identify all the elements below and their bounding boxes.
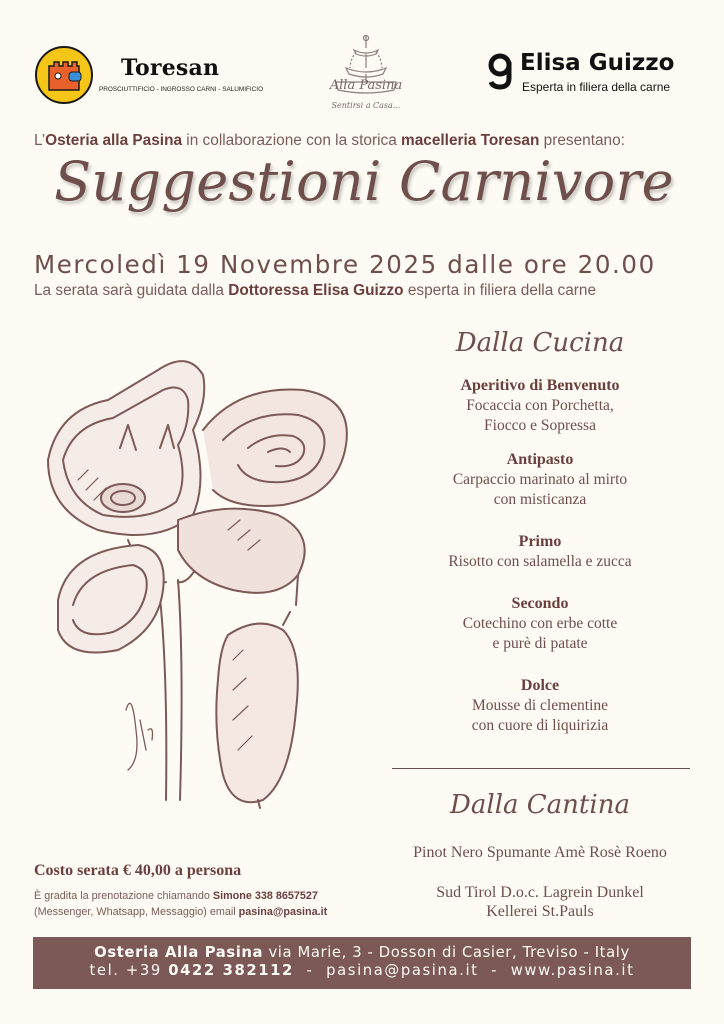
course-dish: Fiocco e Sopressa xyxy=(484,417,596,434)
course-dish: Cotechino con erbe cotte xyxy=(462,615,618,632)
course-dish: Risotto con salamella e zucca xyxy=(448,553,632,570)
course-name: Secondo xyxy=(511,595,569,612)
event-date: Mercoledì 19 Novembre 2025 dalle ore 20.00 xyxy=(34,250,656,279)
course-antipasto xyxy=(390,450,690,510)
course-name: Aperitivo di Benvenuto xyxy=(460,377,620,394)
course-dish: e purè di patate xyxy=(492,635,588,652)
course-secondo xyxy=(390,594,690,654)
cucina-heading: Dalla Cucina xyxy=(455,328,625,358)
toresan-name: Toresan xyxy=(121,55,220,81)
footer-address: Osteria Alla Pasina via Marie, 3 - Dosson di Casier, Treviso - Italy xyxy=(94,944,630,961)
footer-phone: 0422 382112 xyxy=(168,962,294,979)
booking-contact: Simone 338 8657527 xyxy=(212,890,318,902)
guizzo-g-logo-icon xyxy=(485,52,515,90)
pasina-logo-motto: Sentirsi a Casa... xyxy=(331,101,401,110)
course-dolce xyxy=(390,676,690,736)
course-dish: con cuore di liquirizia xyxy=(471,717,609,734)
guide-name: Dottoressa Elisa Guizzo xyxy=(228,282,404,299)
pasina-logo-name: Alla Pasina xyxy=(329,78,403,93)
menu-cantina xyxy=(390,790,690,820)
event-price: Costo serata € 40,00 a persona xyxy=(34,862,242,879)
course-name: Antipasto xyxy=(506,451,574,468)
course-name: Primo xyxy=(518,533,562,550)
wine-item: Pinot Nero Spumante Amè Rosè Roeno xyxy=(413,844,667,861)
guide-text: La serata sarà guidata dalla Dottoressa Elisa Guizzo esperta in filiera della carne xyxy=(34,282,597,299)
wine-producer: Kellerei St.Pauls xyxy=(486,903,594,920)
menu-cucina xyxy=(390,328,690,736)
menu-divider xyxy=(392,768,690,769)
course-dish: con misticanza xyxy=(493,491,587,508)
guizzo-subtitle: Esperta in filiera della carne xyxy=(522,80,671,94)
macelleria-name: macelleria Toresan xyxy=(401,132,540,149)
footer-venue-name: Osteria Alla Pasina xyxy=(94,944,264,961)
event-title: Suggestioni Carnivore xyxy=(54,150,674,213)
cured-meats-illustration xyxy=(28,330,368,810)
course-dish: Mousse di clementine xyxy=(471,697,609,714)
course-name: Dolce xyxy=(520,677,560,694)
booking-email: pasina@pasina.it xyxy=(238,906,328,918)
intro-text: L’Osteria alla Pasina in collaborazione con la storica macelleria Toresan presentano: xyxy=(34,132,625,149)
guizzo-name: Elisa Guizzo xyxy=(520,50,675,76)
wine-item: Sud Tirol D.o.c. Lagrein Dunkel xyxy=(436,884,644,901)
footer-contacts: tel. +39 0422 382112 - pasina@pasina.it - www.pasina.it xyxy=(89,962,635,979)
course-primo xyxy=(390,532,690,572)
toresan-logo-icon xyxy=(35,46,93,104)
course-aperitivo xyxy=(390,376,690,436)
booking-info: È gradita la prenotazione chiamando Simone 338 8657527 (Messenger, Whatsapp, Messaggio) email pasina@pasina.it xyxy=(34,890,328,918)
course-dish: Carpaccio marinato al mirto xyxy=(452,471,628,488)
toresan-subtitle: PROSCIUTTIFICIO - INGROSSO CARNI - SALUMIFICIO xyxy=(99,86,264,93)
course-dish: Focaccia con Porchetta, xyxy=(466,397,614,414)
cantina-heading: Dalla Cantina xyxy=(450,790,630,820)
footer-banner xyxy=(33,937,691,989)
osteria-name: Osteria alla Pasina xyxy=(45,132,183,149)
